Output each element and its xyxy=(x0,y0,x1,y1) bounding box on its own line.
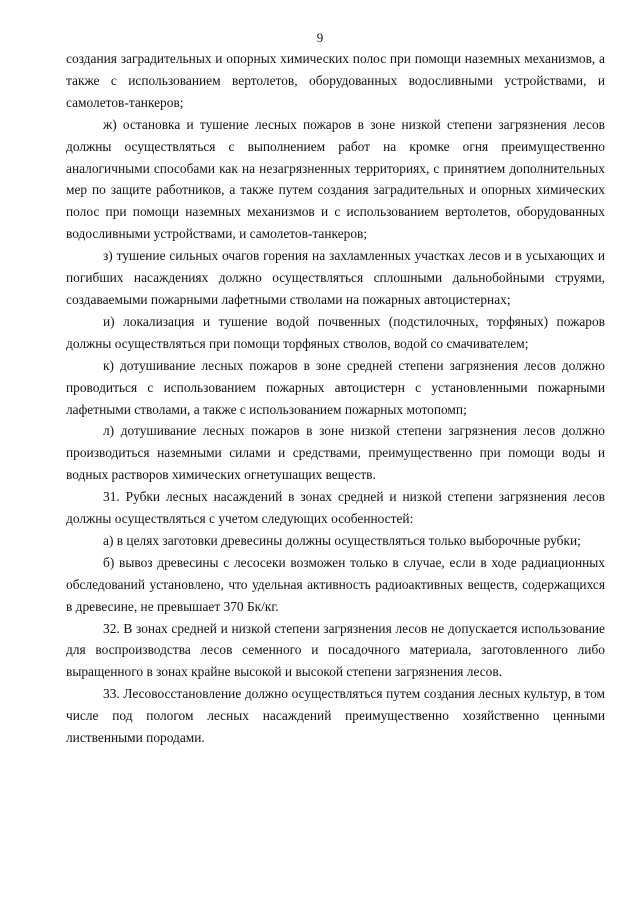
paragraph-section-33: 33. Лесовосстановление должно осуществляться путем создания лесных культур, в том числе под пологом лесных насаждений преимущественно хозяйственно ценными лиственными породами. xyxy=(66,686,605,746)
page-number: 9 xyxy=(316,30,324,45)
paragraph-item-k: к) дотушивание лесных пожаров в зоне средней степени загрязнения лесов должно проводиться с использованием пожарных автоцистерн с установленными пожарными лафетными стволами, а также с использованием пожарных мотопомп; xyxy=(66,357,605,417)
paragraph-continuation: создания заградительных и опорных химических полос при помощи наземных механизмов, а также с использованием вертолетов, оборудованных водосливными устройствами, и самолетов-танкеров; xyxy=(66,51,605,110)
paragraph-section-32: 32. В зонах средней и низкой степени загрязнения лесов не допускается использование для воспроизводства лесов семенного и посадочного материала, заготовленного либо выращенного в зонах крайне высокой и высокой степени загрязнения лесов. xyxy=(66,620,605,680)
paragraph-item-z: з) тушение сильных очагов горения на захламленных участках лесов и в усыхающих и погибших насаждениях должно осуществляться сплошными дальнобойными струями, создаваемыми пожарными лафетными стволами на пожарных автоцистернах; xyxy=(66,248,605,307)
paragraph-section-31: 31. Рубки лесных насаждений в зонах средней и низкой степени загрязнения лесов должны осуществляться с учетом следующих особенностей: xyxy=(66,489,605,527)
paragraph-item-zh: ж) остановка и тушение лесных пожаров в зоне низкой степени загрязнения лесов должны осуществляться с выполнением работ на кромке огня преимущественно аналогичными способами как на незагрязненных территориях, с принятием дополнительных мер по защите работников, а также путем создания заградительных и опорных химических полос при помощи наземных механизмов и с использованием вертолетов, оборудованных водосливными устройствами, и самолетов-танкеров; xyxy=(66,116,605,242)
paragraph-item-i: и) локализация и тушение водой почвенных (подстилочных, торфяных) пожаров должны осуществляться при помощи торфяных стволов, водой со смачивателем; xyxy=(66,313,605,351)
paragraph-item-b: б) вывоз древесины с лесосеки возможен только в случае, если в ходе радиационных обследований установлено, что удельная активность радиоактивных веществ, содержащихся в древесине, не превышает 370 Бк/кг. xyxy=(66,554,605,614)
paragraph-item-l: л) дотушивание лесных пожаров в зоне низкой степени загрязнения лесов должно производиться наземными силами и средствами, преимущественно при помощи воды и водных растворов химических огнетушащих веществ. xyxy=(66,423,605,483)
document-body xyxy=(66,48,605,749)
paragraph-item-a: а) в целях заготовки древесины должны осуществляться только выборочные рубки; xyxy=(103,532,581,548)
